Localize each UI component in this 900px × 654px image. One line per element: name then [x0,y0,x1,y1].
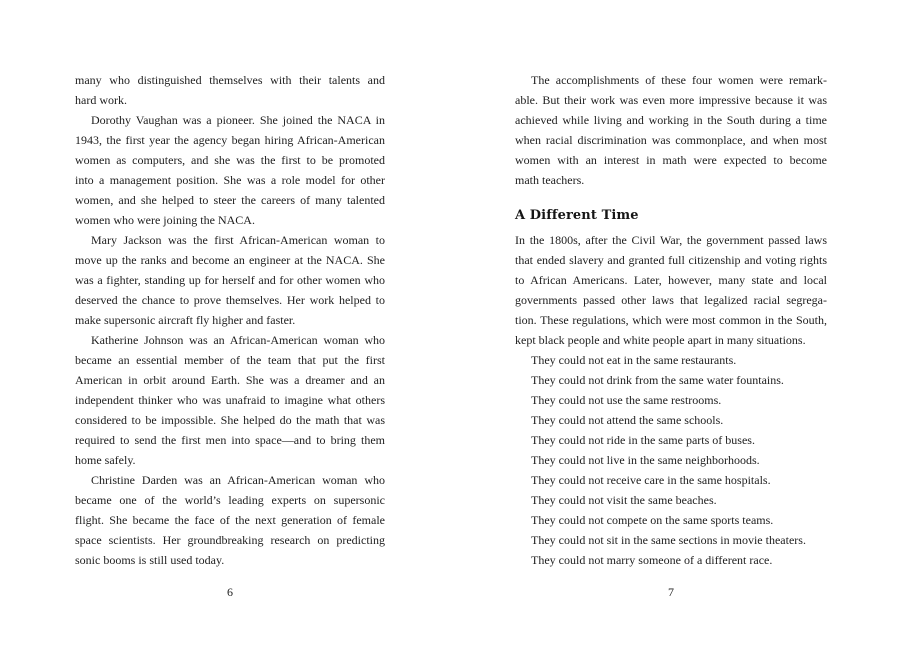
text-run: kept black people and white people apart in many situations. [515,333,806,347]
text-run: make supersonic aircraft fly higher and faster. [75,313,296,327]
list-sentence [515,430,827,450]
text-line [515,230,827,250]
list-sentence [515,470,827,490]
text-run: deserved the chance to prove themselves. Her work helped to [75,293,385,307]
text-run: women as computers, and she was the first to be promoted [75,153,385,167]
list-sentence [515,390,827,410]
paragraph [75,70,385,110]
text-run: women, and she helped to steer the careers of many talented [75,193,385,207]
text-line [75,190,385,210]
text-run: They could not attend the same schools. [531,413,724,427]
text-run: hard work. [75,93,127,107]
text-line [75,70,385,90]
text-line [75,410,385,430]
text-line [515,110,827,130]
text-run: They could not eat in the same restaurants. [531,353,737,367]
text-run: women with an interest in math were expected to become [515,153,827,167]
list-sentence [515,450,827,470]
text-run: space scientists. Her groundbreaking research on predicting [75,533,385,547]
text-line [515,90,827,110]
text-line [75,270,385,290]
text-line [75,470,385,490]
text-line [515,330,827,350]
text-line [75,330,385,350]
text-run: flight. She became the face of the next generation of female [75,513,385,527]
paragraph [75,470,385,570]
text-line [75,210,385,230]
paragraph [75,110,385,230]
text-line [515,270,827,290]
text-line [75,350,385,370]
text-run: American in orbit around Earth. She was a dreamer and an [75,373,385,387]
page-left-body [75,70,385,570]
text-run: Mary Jackson was the first African-American woman to [91,233,385,247]
text-run: move up the ranks and become an engineer at the NACA. She [75,253,385,267]
text-run: Dorothy Vaughan was a pioneer. She joined the NACA in [91,113,385,127]
text-run: when racial discrimination was commonplace, and when most [515,133,827,147]
text-run: The accomplishments of these four women were remark- [531,73,827,87]
list-sentence [515,510,827,530]
text-line [515,290,827,310]
text-line [515,70,827,90]
text-run: sonic booms is still used today. [75,553,225,567]
text-line [515,150,827,170]
list-sentence [515,350,827,370]
text-line [75,310,385,330]
text-line [75,370,385,390]
text-run: achieved while living and working in the South during a time [515,113,827,127]
page-right-body [515,70,827,570]
text-run: became an essential member of the team that put the first [75,353,385,367]
text-line [515,310,827,330]
paragraph [515,70,827,190]
text-line [75,450,385,470]
text-run: became one of the world’s leading experts on supersonic [75,493,385,507]
text-run: was a fighter, standing up for herself and for other women who [75,273,385,287]
text-line [75,510,385,530]
section-heading: A Different Time [515,208,639,223]
text-line [75,530,385,550]
text-line [75,130,385,150]
text-line [515,130,827,150]
text-run: to African Americans. Later, however, many state and local [515,273,827,287]
text-line [75,110,385,130]
text-line [75,170,385,190]
text-run: Christine Darden was an African-American woman who [91,473,385,487]
text-run: They could not marry someone of a different race. [531,553,773,567]
text-run: 1943, the first year the agency began hiring African-American [75,133,385,147]
text-run: They could not visit the same beaches. [531,493,717,507]
text-line [75,90,385,110]
text-line [75,490,385,510]
text-line [75,550,385,570]
list-sentence [515,550,827,570]
text-run: required to send the first men into space—and to bring them [75,433,385,447]
text-run: that ended slavery and granted full citizenship and voting rights [515,253,827,267]
text-run: women who were joining the NACA. [75,213,255,227]
text-line [75,390,385,410]
text-run: They could not sit in the same sections in movie theaters. [531,533,806,547]
text-run: In the 1800s, after the Civil War, the government passed laws [515,233,827,247]
text-line [75,250,385,270]
text-run: They could not drink from the same water fountains. [531,373,784,387]
list-sentence [515,530,827,550]
text-run: into a management position. She was a role model for other [75,173,385,187]
text-run: considered to be impossible. She helped do the math that was [75,413,385,427]
text-run: They could not live in the same neighborhoods. [531,453,760,467]
paragraph [515,230,827,350]
list-sentence [515,410,827,430]
list-sentence [515,370,827,390]
list-sentence [515,490,827,510]
text-run: able. But their work was even more impressive because it was [515,93,827,107]
text-run: governments passed other laws that legalized racial segrega- [515,293,827,307]
text-run: tion. These regulations, which were most common in the South, [515,313,827,327]
text-run: independent thinker who was unafraid to imagine what others [75,393,385,407]
text-run: many who distinguished themselves with their talents and [75,73,385,87]
page-number-right: 7 [668,585,674,599]
text-run: They could not receive care in the same hospitals. [531,473,771,487]
text-line [75,290,385,310]
text-line [515,250,827,270]
paragraph [75,330,385,470]
text-line [75,230,385,250]
text-line [515,170,827,190]
text-line [75,150,385,170]
page-number-left: 6 [227,585,233,599]
text-run: Katherine Johnson was an African-American woman who [91,333,385,347]
text-run: They could not use the same restrooms. [531,393,722,407]
text-run: math teachers. [515,173,585,187]
paragraph [75,230,385,330]
text-run: home safely. [75,453,136,467]
text-run: They could not compete on the same sports teams. [531,513,774,527]
text-line [75,430,385,450]
text-run: They could not ride in the same parts of buses. [531,433,755,447]
